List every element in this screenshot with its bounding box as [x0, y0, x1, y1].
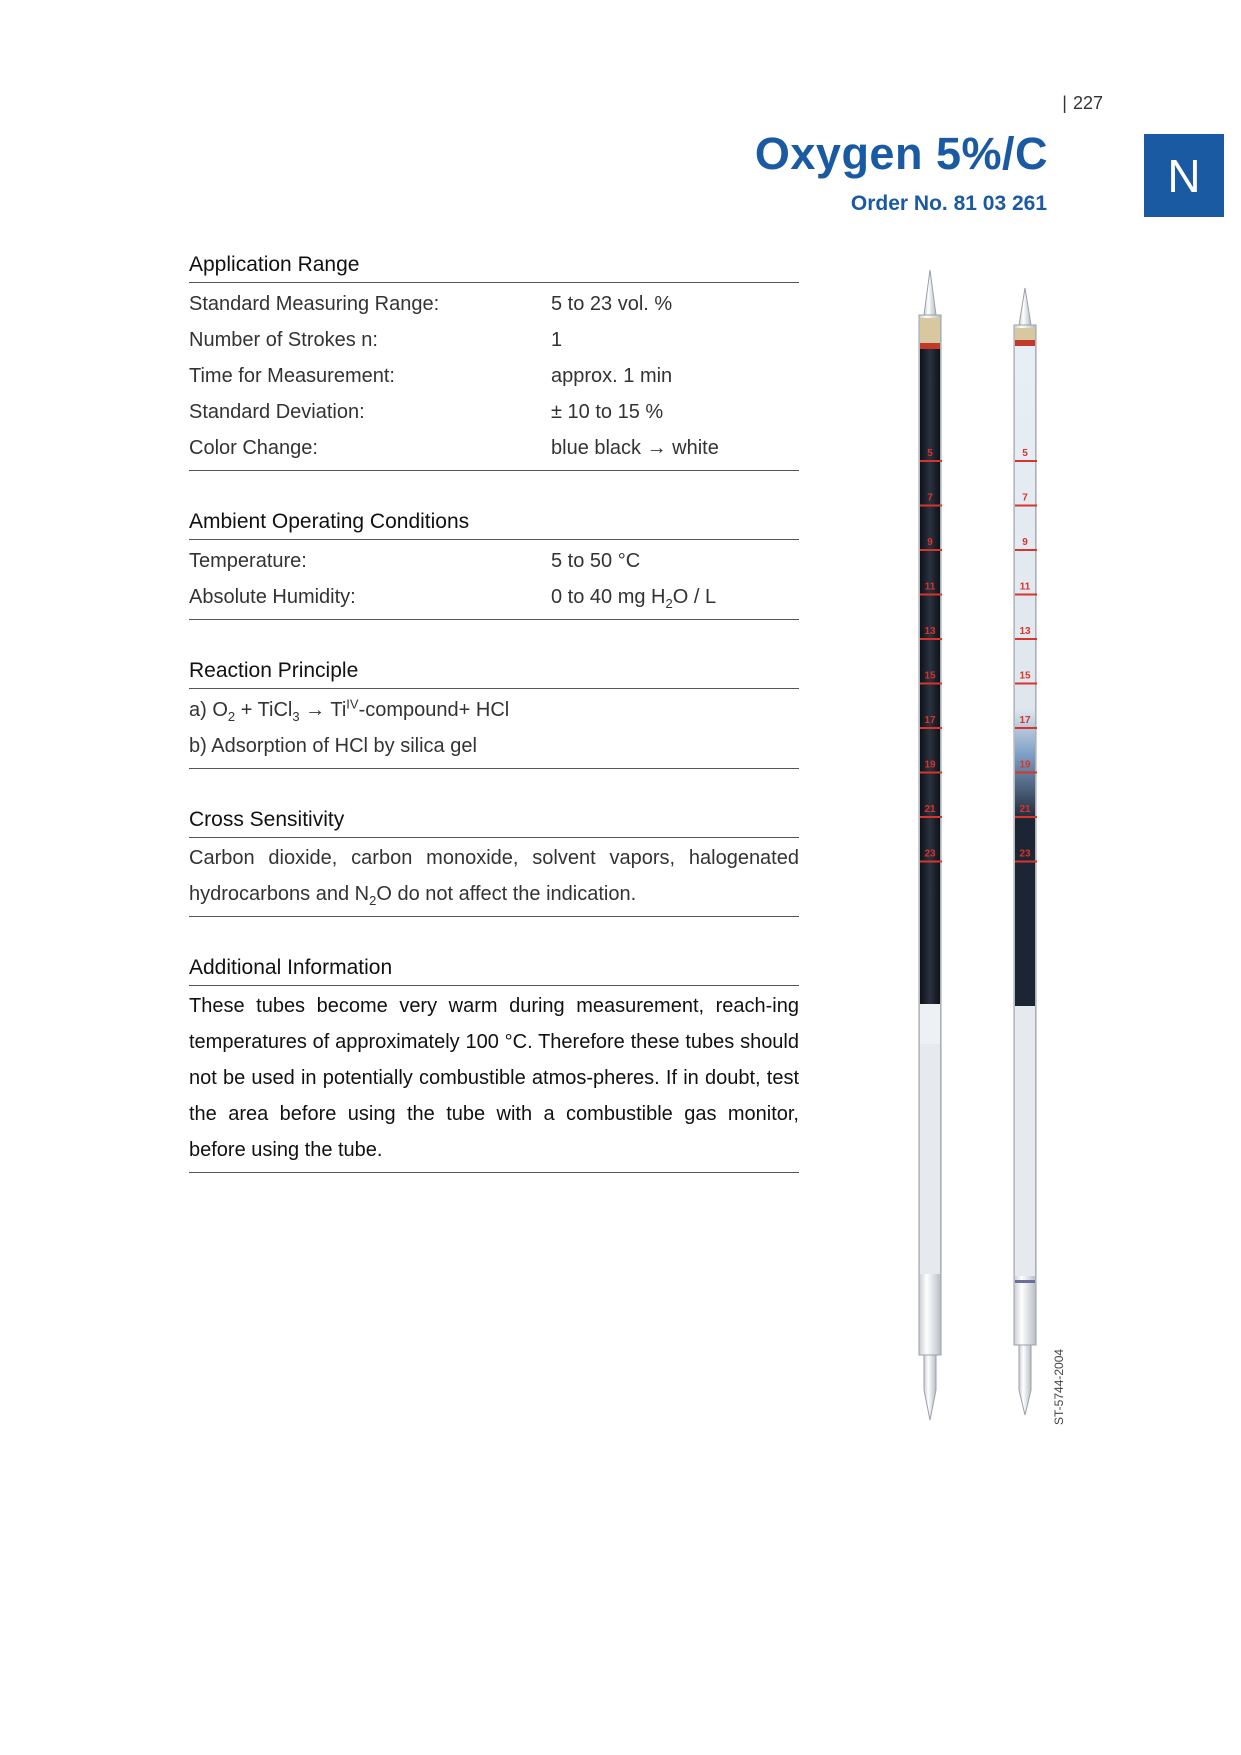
order-number: Order No. 81 03 261: [850, 192, 1047, 215]
scale-label: 17: [924, 715, 936, 726]
section-tab: N: [1144, 134, 1224, 217]
reaction-principle-section: [189, 654, 799, 769]
scale-tick: [1015, 816, 1037, 818]
scale-label: 11: [924, 581, 936, 593]
scale-label: 13: [1019, 626, 1031, 637]
section-heading: Cross Sensitivity: [189, 803, 799, 838]
scale-label: 19: [1019, 759, 1031, 771]
scale-tick: [920, 594, 942, 596]
scale-tick: [920, 460, 942, 462]
additional-info-section: [189, 951, 799, 1173]
scale-label: 15: [924, 670, 936, 682]
scale-tick: [1015, 727, 1037, 729]
scale-label: 15: [1019, 670, 1031, 682]
table-row: Standard Deviation: ± 10 to 15 %: [189, 401, 664, 423]
scale-tick: [1015, 549, 1037, 551]
table-row: Color Change: blue black → white: [189, 437, 719, 459]
scale-tick: [920, 638, 942, 640]
scale-tick: [1015, 460, 1037, 462]
scale-label: 21: [924, 804, 936, 815]
page-number: | 227: [1062, 93, 1103, 113]
cross-sensitivity-text: Carbon dioxide, carbon monoxide, solvent vapors, halogenated hydrocarbons and $N_2O$ do not affect the indication.: [189, 838, 799, 917]
scale-tick: [1015, 861, 1037, 863]
ambient-conditions-section: [189, 505, 799, 620]
scale-tick: [920, 683, 942, 685]
scale-label: 9: [1022, 537, 1028, 548]
unused-tube: [919, 270, 941, 1420]
scale-tick: [920, 772, 942, 774]
scale-label: 11: [1019, 581, 1031, 593]
scale-label: 21: [1019, 804, 1031, 815]
section-heading: Ambient Operating Conditions: [189, 505, 799, 540]
table-row: Standard Measuring Range: 5 to 23 vol. %: [189, 293, 673, 315]
table-row: Time for Measurement: approx. 1 min: [189, 365, 673, 387]
scale-label: 17: [1019, 715, 1031, 726]
scale-label: 7: [1022, 492, 1028, 504]
scale-tick: [920, 727, 942, 729]
photo-credit: ST-5744-2004: [1052, 1348, 1066, 1425]
cross-sensitivity-section: [189, 803, 799, 917]
reaction-step-a: a) $O_2$ + TiCl$_3$ → $Ti^{IV}-compound+$ HCl: [189, 696, 510, 724]
scale-label: 23: [924, 848, 936, 860]
scale-tick: [1015, 594, 1037, 596]
scale-tick: [920, 505, 942, 507]
scale-label: 19: [924, 759, 936, 771]
scale-label: 5: [1022, 448, 1028, 459]
section-heading: Additional Information: [189, 951, 799, 986]
additional-info-text: These tubes become very warm during measurement, reach-ing temperatures of approximately 100 °C. Therefore these tubes should not be used in potentially combustible atmos-pheres. If in doubt, test the area before using the tube with a combustible gas monitor, before using the tube.: [189, 986, 799, 1173]
table-row: Absolute Humidity: 0 to 40 mg $H_2O$ / L: [189, 586, 717, 611]
scale-tick: [920, 816, 942, 818]
scale-tick: [1015, 772, 1037, 774]
scale-label: 23: [1019, 848, 1031, 860]
scale-label: 7: [927, 492, 933, 504]
scale-tick: [1015, 638, 1037, 640]
main-content: [189, 248, 799, 1207]
application-range-section: [189, 248, 799, 471]
scale-tick: [1015, 505, 1037, 507]
scale-label: 13: [924, 626, 936, 637]
section-heading: Application Range: [189, 248, 799, 283]
table-row: Number of Strokes n: 1: [189, 329, 563, 351]
table-row: Temperature: 5 to 50 °C: [189, 550, 641, 572]
scale-tick: [920, 549, 942, 551]
scale-label: 5: [927, 448, 933, 459]
scale-tick: [1015, 683, 1037, 685]
scale-tick: [920, 861, 942, 863]
detector-tubes-photo: [880, 270, 1080, 1430]
section-heading: Reaction Principle: [189, 654, 799, 689]
scale-label: 9: [927, 537, 933, 548]
page-title: Oxygen 5%/C: [754, 128, 1048, 179]
reaction-step-b: b) Adsorption of HCl by silica gel: [189, 735, 477, 757]
